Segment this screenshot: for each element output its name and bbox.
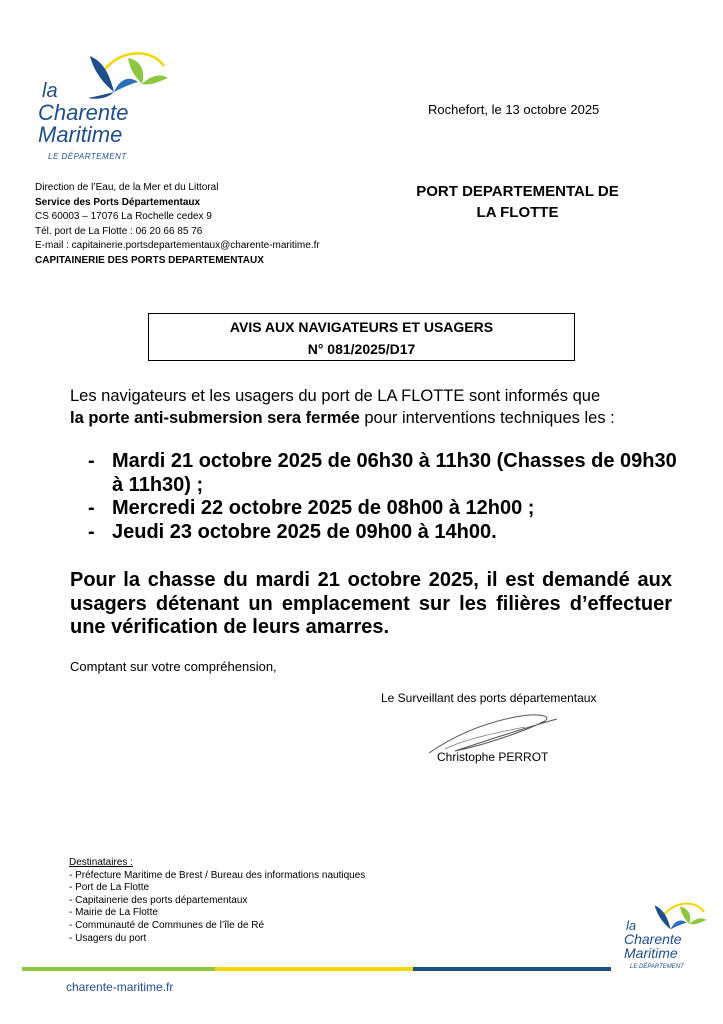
intro-text-end: pour interventions techniques les : <box>359 409 615 427</box>
signer-name: Christophe PERROT <box>437 750 549 764</box>
closure-dates-list <box>88 450 688 544</box>
notice-title: AVIS AUX NAVIGATEURS ET USAGERS <box>229 319 494 335</box>
logo-maritime: Maritime <box>624 945 678 961</box>
recipient-item: - Communauté de Communes de l’île de Ré <box>69 919 265 931</box>
logo-charente: Charente <box>624 931 682 947</box>
intro-paragraph <box>70 385 672 429</box>
logo-la: la <box>626 918 637 933</box>
address-line: Direction de l’Eau, de la Mer et du Littoral <box>35 182 219 193</box>
logo-tagline: LE DÉPARTEMENT <box>630 964 684 970</box>
footer-logo <box>622 900 712 980</box>
letter-date: Rochefort, le 13 octobre 2025 <box>428 102 600 117</box>
department-logo <box>36 48 146 168</box>
address-capitainerie: CAPITAINERIE DES PORTS DEPARTEMENTAUX <box>35 254 264 266</box>
closing-line: Comptant sur votre compréhension, <box>70 659 277 674</box>
bird-logo-icon <box>80 48 170 108</box>
intro-bold-text: la porte anti-submersion sera fermée <box>70 409 360 427</box>
notice-number: N° 081/2025/D17 <box>307 341 416 357</box>
footer-bar-green <box>22 967 215 971</box>
intro-text: Les navigateurs et les usagers du port de LA FLOTTE sont informés que <box>70 387 601 405</box>
address-line: CS 60003 – 17076 La Rochelle cedex 9 <box>35 211 212 222</box>
sender-address <box>35 181 320 268</box>
list-bullet: - <box>88 520 95 543</box>
recipients-list <box>69 857 365 945</box>
logo-charente: Charente <box>38 100 129 125</box>
recipient-item: - Préfecture Maritime de Brest / Bureau des informations nautiques <box>69 869 366 881</box>
footer-website-link[interactable]: charente-maritime.fr <box>66 980 174 994</box>
logo-la: la <box>42 80 58 102</box>
closure-date: Mercredi 22 octobre 2025 de 08h00 à 12h00 ; <box>112 497 535 519</box>
warning-paragraph: Pour la chasse du mardi 21 octobre 2025, il est demandé aux usagers détenant un emplacement sur les filières d’effectuer une vérification de leurs amarres. <box>70 569 672 638</box>
logo-maritime: Maritime <box>38 122 123 147</box>
recipient-item: - Usagers du port <box>69 932 147 944</box>
address-phone: Tél. port de La Flotte : 06 20 66 85 76 <box>35 225 203 237</box>
recipients-title: Destinataires : <box>69 857 133 868</box>
port-heading <box>385 181 650 223</box>
list-item <box>88 450 688 497</box>
notice-title-box <box>148 313 575 361</box>
address-email: E-mail : capitainerie.portsdepartementaux@charente-maritime.fr <box>35 240 320 251</box>
recipient-item: - Port de La Flotte <box>69 882 150 894</box>
port-heading-line1: PORT DEPARTEMENTAL DE <box>416 183 619 200</box>
recipient-item: - Mairie de La Flotte <box>69 907 158 919</box>
recipient-item: - Capitainerie des ports départementaux <box>69 894 248 906</box>
logo-tagline: LE DÉPARTEMENT <box>48 152 127 161</box>
list-item <box>88 521 688 545</box>
closure-date: Mardi 21 octobre 2025 de 06h30 à 11h30 (Chasses de 09h30 à 11h30) ; <box>112 450 677 496</box>
port-heading-line2: LA FLOTTE <box>476 204 559 221</box>
footer-bar-blue <box>413 967 611 971</box>
footer-bar-yellow <box>215 967 413 971</box>
list-bullet: - <box>88 450 95 472</box>
closure-date: Jeudi 23 octobre 2025 de 09h00 à 14h00. <box>112 520 497 543</box>
list-item <box>88 497 688 521</box>
list-bullet: - <box>88 497 95 519</box>
address-service: Service des Ports Départementaux <box>35 196 201 208</box>
signer-role: Le Surveillant des ports départementaux <box>381 691 597 705</box>
